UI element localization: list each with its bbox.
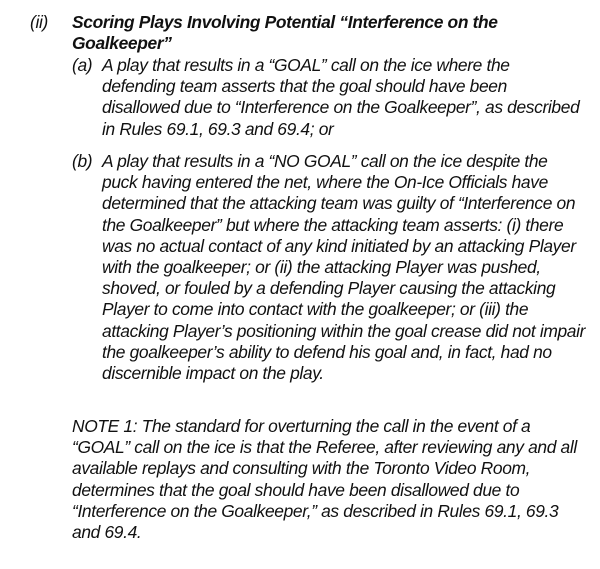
text-line: defending team asserts that the goal should have been	[102, 76, 507, 97]
text-line: A play that results in a “GOAL” call on the ice where the	[102, 55, 510, 75]
text-line: was no actual contact of any kind initiated by an attacking Player	[102, 235, 576, 256]
text-line: Player to come into contact with the goalkeeper; or (iii) the	[102, 299, 529, 320]
text-line: the goalkeeper’s ability to defend his goal and, in fact, had no	[102, 341, 552, 362]
text-line: in Rules 69.1, 69.3 and 69.4; or	[102, 118, 334, 139]
note-line: available replays and consulting with the Toronto Video Room,	[72, 458, 531, 479]
section-number: (ii)	[30, 12, 48, 32]
note-line: “Interference on the Goalkeeper,” as described in Rules 69.1, 69.3	[72, 500, 559, 521]
note-line: and 69.4.	[72, 522, 142, 543]
text-line: attacking Player’s positioning within the goal crease did not impair	[102, 320, 586, 341]
text-line: shoved, or fouled by a defending Player causing the attacking	[102, 278, 556, 299]
text-line: A play that results in a “NO GOAL” call on the ice despite the	[102, 151, 548, 171]
text-line: discernible impact on the play.	[102, 363, 324, 384]
section-title	[72, 12, 572, 54]
list-item-text	[102, 151, 586, 384]
list-item-label: (a)	[72, 55, 93, 75]
note-line: NOTE 1: The standard for overturning the call in the event of a	[72, 416, 531, 436]
note-line: “GOAL” call on the ice is that the Referee, after reviewing any and all	[72, 437, 577, 458]
text-line: the Goalkeeper” but where the attacking team asserts: (i) there	[102, 214, 564, 235]
section-title-line: Goalkeeper”	[72, 33, 172, 54]
note-paragraph	[72, 416, 580, 543]
text-line: disallowed due to “Interference on the Goalkeeper”, as described	[102, 97, 580, 118]
note-line: determines that the goal should have been disallowed due to	[72, 479, 520, 500]
section-title-line: Scoring Plays Involving Potential “Interference on the	[72, 12, 498, 32]
text-line: puck having entered the net, where the On-Ice Officials have	[102, 172, 548, 193]
list-item-text	[102, 55, 580, 140]
text-line: with the goalkeeper; or (ii) the attacking Player was pushed,	[102, 257, 541, 278]
list-item-label: (b)	[72, 151, 93, 171]
text-line: determined that the attacking team was guilty of “Interference on	[102, 193, 576, 214]
